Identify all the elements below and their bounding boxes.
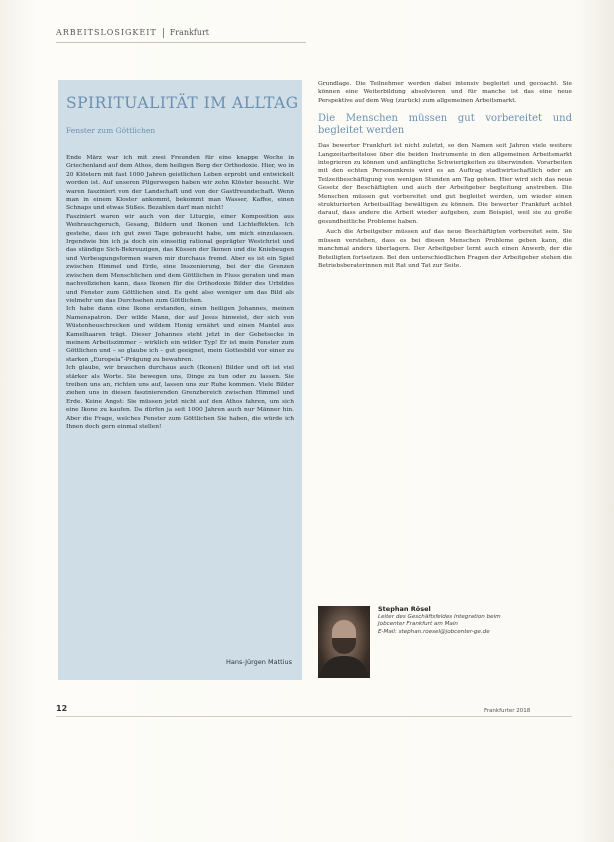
bio-email: E-Mail: stephan.roesel@jobcenter-ge.de [378,628,490,635]
author-bio [378,606,568,636]
article-intro: Grundlage. Die Teilnehmer werden dabei intensiv begleitet und gecoacht. Sie können eine Weiterbildung absolvieren und für manche ist das eine neue Perspektive auf dem Weg (zurück) zum allgemeinen Arbeitsmarkt. [318,81,572,104]
article-paragraph: Auch die Arbeitgeber müssen auf das neue Beschäftigten vorbereitet sein. Sie müssen verstehen, dass es bei diesen Menschen Probleme geben kann, die manchmal anders überlagern. Der Arbeitgeber lernt auch einen Anwerb, der die Beteiligten fortsetzen. Bei den unterschiedlichen Fragen der Arbeitgeber stehen die Betriebsberaterinnen mit Rat und Tat zur Seite. [318,229,572,269]
box-subtitle: Fenster zum Göttlichen [66,126,156,135]
header-divider [163,28,164,38]
article-heading: Die Menschen müssen gut vorbereitet und begleitet werden [318,113,572,136]
box-author: Hans-Jürgen Mattius [226,658,292,666]
footer-rule [56,716,572,717]
bio-role-line2: Jobcenter Frankfurt am Main [378,621,458,628]
portrait-shoulders [320,656,368,678]
portrait-beard [332,638,356,654]
article-paragraph: Das bewerter Frankfurt ist nicht zuletzt, so den Namen seit Jahren viele weitere Langzeitarbeitslose über die beiden Instrumente in den allgemeinen Arbeitsmarkt integrieren zu können und anfängliche Schwierigkeiten zu überwinden. Vorarbeiten mit den echten Personenkreis wird es an Auftrag stadtwirtschaftlich oder an Teilzeitbeschäftigung von wenigen Stunden am Tag gehen. Hier wird sich das neue Gesetz der Beschäftigten und auch der Arbeitgeber begleitung anstreben. Die Menschen müssen gut vorbereitet und gut begleitet werden, um wieder einen strukturierten Arbeitsalltag bewältigen zu können. Die bewerter Frankfurt achtet darauf, dass andere die Arbeit wieder aufgeben, zum Beispiel, weil sie zu große gesundheitliche Probleme haben. [318,143,572,225]
box-paragraph: Ende März war ich mit zwei Freunden für eine knappe Woche in Griechenland auf dem Athos, dem heiligen Berg der Orthodoxie. Hier, wo in 20 Klöstern mit fast 1000 Jahren geistlichen Leben erprobt und entwickelt worden ist. Auf unseren Pilgerwegen haben wir zehn Klöster besucht. Wir waren fasziniert von der Landschaft und von der Gastfreundschaft. Wenn man in einem Kloster ankommt, bekommt man Wasser, Kaffee, einen Schnaps und etwas Süßes. Bezahlen darf man nicht! [66,155,294,212]
bio-role-line1: Leiter des Geschäftsfeldes Integration beim [378,613,501,620]
box-title: SPIRITUALITÄT IM ALLTAG [66,94,299,112]
subsection-title: Frankfurt [169,28,210,37]
box-paragraph: Ich glaube, wir brauchen durchaus auch (Ikonen) Bilder und oft ist viel stärker als Worte. Sie bewegen uns, Dinge zu tun oder zu lassen. Sie treiben uns an, richten uns auf, lassen uns zur Ruhe kommen. Viele Bilder ziehen uns in diesen faszinierenden Grenzbereich zwischen Himmel und Erde. Keine Angst: Sie müssen jetzt nicht auf den Athos fahren, um sich eine Ikone zu kaufen. Da dürfen ja seit 1000 Jahren auch nur Männer hin. Aber die Frage, welches Fenster zum Göttlichen Sie haben, die würde ich Ihnen doch gern einmal stellen! [66,365,294,430]
author-portrait-photo [318,606,370,678]
running-header [56,28,209,38]
spirituality-sidebar-box [58,80,302,680]
magazine-name: Frankfurter 2018 [484,708,531,714]
bio-name: Stephan Rösel [378,605,431,613]
box-body [66,154,294,431]
box-paragraph: Ich habe dann eine Ikone erstanden, einen heiligen Johannes, meinen Namenspatron. Der wilde Mann, der auf Jesus hinweist, der sich von Wüstenheuschrecken und wildem Honig ernährt und einen Mantel aus Kamelhaaren trägt. Dieser Johannes steht jetzt in der Gebetsecke in meinem Arbeitszimmer – wirklich ein wilder Typ! Er ist mein Fenster zum Göttlichen und – so glaube ich – gut geeignet, mein Gottesbild vor einer zu starken „Europeia“-Prägung zu bewahren. [66,306,294,363]
box-paragraph: Fasziniert waren wir auch von der Liturgie, einer Komposition aus Weihrauchgeruch, Gesang, Bildern und Ikonen und Lichteffekten. Ich gestehe, dass ich gut zwei Tage gebraucht habe, um mich einzulassen. Irgendwie bin ich ja doch ein einseitig rational geprägter Westchrist und das ständige Sich-Bekreuzigen, das Küssen der Ikonen und die Kniebeugen und Verbeugungsformen waren mir durchaus fremd. Aber es ist ein Spiel zwischen Himmel und Erde, eine Inszenierung, bei der die Grenzen zwischen dem Menschlichen und dem Göttlichen in Fluss geraten und man nachvollziehen kann, dass Ikonen für die Orthodoxie Bilder des Urbildes und Fenster zum Göttlichen sind. Es geht also weniger um das Bild als vielmehr um das Durchsehen zum Göttlichen. [66,213,294,304]
page-number: 12 [56,704,68,713]
header-rule [56,42,306,43]
article-column [318,80,572,270]
section-title: ARBEITSLOSIGKEIT [56,28,157,37]
